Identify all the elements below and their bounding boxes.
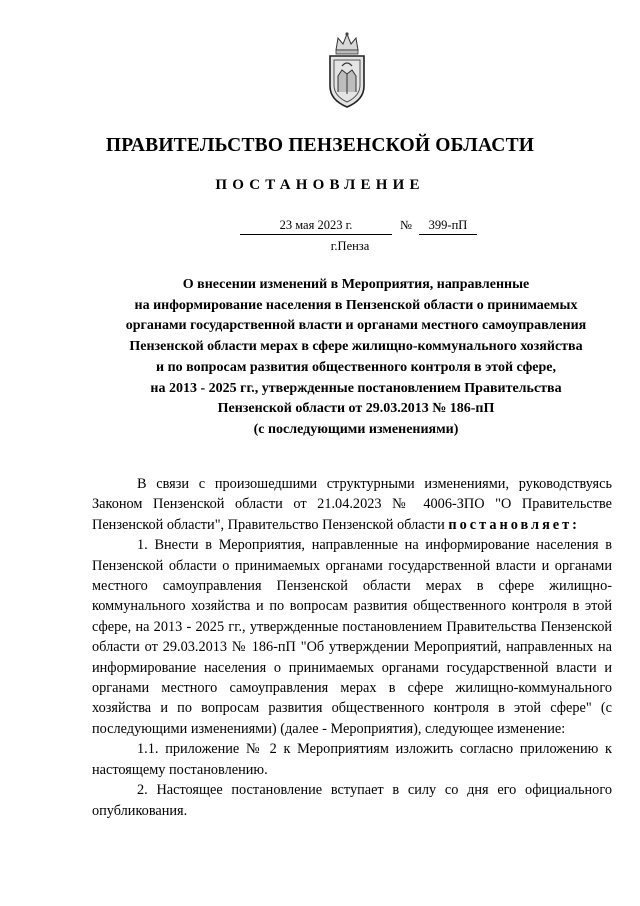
heading-line: Пензенской области мерах в сфере жилищно-коммунального хозяйства xyxy=(129,339,583,355)
city-label: г.Пенза xyxy=(330,239,370,253)
intro-paragraph xyxy=(92,474,612,535)
intro-text: В связи с произошедшими структурными изменениями, руководствуясь Законом Пензенской области от 21.04.2023 № 4006-ЗПО "О Правительстве Пензенской области", Правительство Пензенской области xyxy=(92,476,612,533)
heading-line: органами государственной власти и органами местного самоуправления xyxy=(125,318,587,334)
document-body xyxy=(92,474,612,821)
document-type: ПОСТАНОВЛЕНИЕ xyxy=(215,177,425,193)
penza-region-coat-of-arms-icon xyxy=(324,30,370,110)
government-title: ПРАВИТЕЛЬСТВО ПЕНЗЕНСКОЙ ОБЛАСТИ xyxy=(105,135,535,156)
item-2-paragraph: 2. Настоящее постановление вступает в силу со дня его официального опубликования. xyxy=(92,782,612,819)
heading-line: на информирование населения в Пензенской области о принимаемых xyxy=(134,297,578,313)
number-sign: № xyxy=(400,218,412,232)
item-1-paragraph: 1. Внести в Мероприятия, направленные на информирование населения в Пензенской области о принимаемых органами государственной власти и органами местного самоуправления Пензенской области мерах в сфере жилищно-коммунального хозяйства и по вопросам развития общественного контроля в этой сфере, на 2013 - 2025 гг., утвержденные постановлением Правительства Пензенской области от 29.03.2013 № 186-пП "Об утверждении Мероприятий, направленных на информирование населения о принимаемых органами государственной власти и органами местного самоуправления мерах в сфере жилищно-коммунального хозяйства и по вопросам развития общественного контроля в этой сфере" (с последующими изменениями) (далее - Мероприятия), следующее изменение: xyxy=(92,537,612,737)
heading-line: Пензенской области от 29.03.2013 № 186-пП xyxy=(217,401,495,417)
decree-word: постановляет: xyxy=(448,516,580,533)
heading-line: и по вопросам развития общественного контроля в этой сфере, xyxy=(156,359,556,375)
heading-line: (с последующими изменениями) xyxy=(253,421,459,437)
item-1-1-paragraph: 1.1. приложение № 2 к Мероприятиям изложить согласно приложению к настоящему постановлению. xyxy=(92,741,612,778)
heading-line: О внесении изменений в Мероприятия, направленные xyxy=(182,277,530,292)
heading-line: на 2013 - 2025 гг., утвержденные постановлением Правительства xyxy=(150,380,562,396)
document-date: 23 мая 2023 г. xyxy=(240,218,392,235)
document-heading xyxy=(92,275,620,441)
document-number: 399-пП xyxy=(419,218,477,235)
